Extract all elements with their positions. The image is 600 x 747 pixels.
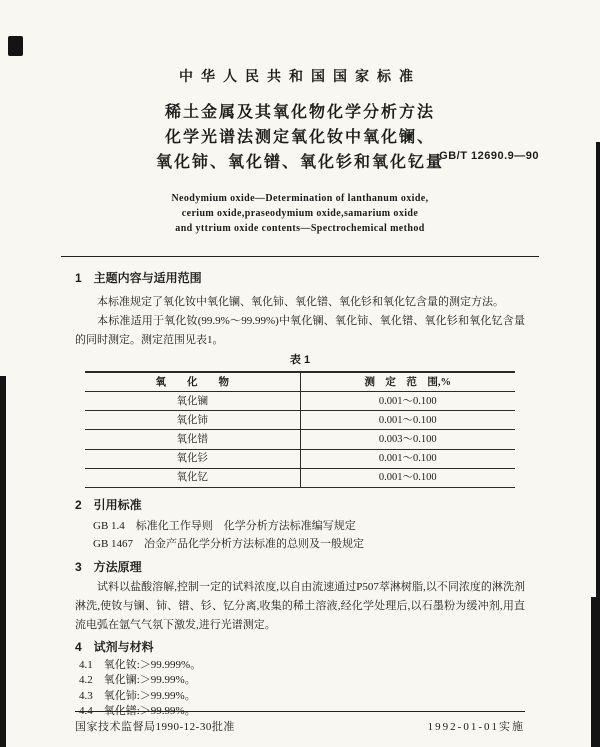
oxide-name: 氧化铈 [85,411,300,430]
english-title-line1: Neodymium oxide—Determination of lanthanum oxide, [171,193,429,204]
page-footer [75,711,525,734]
reagent-item: 4.2 氧化镧:＞99.99%。 [79,674,196,687]
table-1 [85,371,515,488]
standard-number: GB/T 12690.9—90 [439,150,539,162]
oxide-range: 0.001～0.100 [300,449,515,468]
english-title [75,191,525,236]
document-content [75,0,539,747]
oxide-range: 0.001～0.100 [300,468,515,487]
reagent-item: 4.3 氧化铈:＞99.99%。 [79,689,196,702]
oxide-name: 氧化钇 [85,468,300,487]
section-1-paragraph-2: 本标准适用于氧化钕(99.9%～99.99%)中氧化镧、氧化铈、氧化镨、氧化钐和氧化钇含量的同时测定。测定范围见表1。 [75,315,525,346]
table-row [85,449,515,468]
section-3-heading: 3 方法原理 [75,559,142,574]
oxide-range: 0.003～0.100 [300,430,515,449]
standard-title-line3: 氧化铈、氧化镨、氧化钐和氧化钇量 [155,154,444,171]
table-header-row [85,372,515,392]
standard-title [75,100,525,175]
approval-info: 国家技术监督局1990-12-30批准 [75,721,235,733]
section-3-paragraph: 试料以盐酸溶解,控制一定的试料浓度,以自由流速通过P507萃淋树脂,以不同浓度的淋洗剂淋洗,使钕与镧、铈、镨、钐、钇分离,收集的稀土溶液,经化学处理后,以石墨粉为缓冲剂,用直流电弧在氩气气氛下激发,进行光谱测定。 [75,580,525,631]
header-divider [61,256,539,257]
section-1-paragraph-1: 本标准规定了氧化钕中氧化镧、氧化铈、氧化镨、氧化钐和氧化钇含量的测定方法。 [97,296,504,308]
standard-org-title: 中华人民共和国国家标准 [179,68,421,84]
reference-item: GB 1467 冶金产品化学分析方法标准的总则及一般规定 [93,538,365,551]
section-2-heading: 2 引用标准 [75,497,142,512]
oxide-name: 氧化镨 [85,430,300,449]
standard-title-line1: 稀土金属及其氧化物化学分析方法 [164,104,435,121]
table-row [85,392,515,411]
scan-artifact-bottom-right [591,597,600,747]
section-1-heading: 1 主题内容与适用范围 [75,271,202,285]
english-title-line3: and yttrium oxide contents—Spectrochemical method [175,223,425,234]
scan-artifact-top-left [8,36,23,56]
table-row [85,430,515,449]
table-row [85,468,515,487]
oxide-name: 氧化镧 [85,392,300,411]
reference-item: GB 1.4 标准化工作导则 化学分析方法标准编写规定 [93,519,356,532]
reference-list [75,517,525,554]
english-title-line2: cerium oxide,praseodymium oxide,samarium oxide [181,208,419,219]
oxide-range: 0.001～0.100 [300,411,515,430]
table-1-caption: 表 1 [289,354,311,366]
oxide-name: 氧化钐 [85,449,300,468]
section-4-heading: 4 试剂与材料 [75,639,154,654]
column-header-range: 测 定 范 围,% [300,372,515,392]
table-row [85,411,515,430]
reagent-item: 4.4 氧化镨:＞99.99%。 [79,705,196,718]
standard-title-line2: 化学光谱法测定氧化钕中氧化镧、 [164,129,435,146]
reagent-item: 4.1 氧化钕:＞99.999%。 [79,658,202,671]
column-header-oxide: 氧 化 物 [85,372,300,392]
scan-artifact-left-edge [0,376,6,747]
oxide-range: 0.001～0.100 [300,392,515,411]
implementation-date: 1992-01-01实施 [427,721,525,733]
